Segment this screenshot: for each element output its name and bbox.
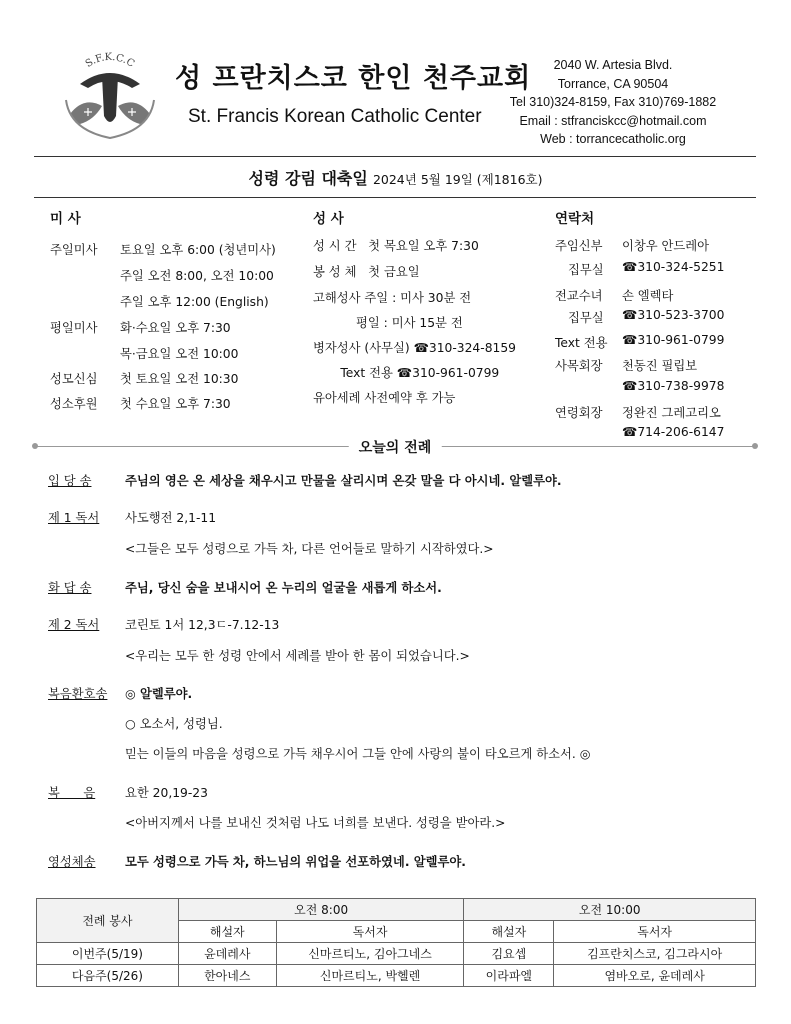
contact-label: 집무실 [568,311,604,325]
communion-antiphon-text: 모두 성령으로 가득 차, 하느님의 위업을 선포하였네. 알렐루야. [125,855,466,869]
gospel-summary: <아버지께서 나를 보내신 것처럼 나도 너희를 보낸다. 성령을 받아라.> [125,816,506,830]
contact-phone[interactable]: ☎310-738-9978 [622,379,725,393]
contact-value: 이창우 안드레아 [622,239,710,253]
sacrament-row: Text 전용 ☎310-961-0799 [313,366,500,380]
lector-header: 독서자 [276,921,464,943]
mass-8am-header: 오전 8:00 [178,899,464,921]
sacrament-row: 고해성사 주일 : 미사 30분 전 [313,291,472,305]
contact-phone[interactable]: ☎310-324-5251 [622,260,725,274]
mass-label: 성소후원 [50,397,98,411]
lector-cell: 염바오로, 윤데레사 [554,965,756,987]
contact-value: 손 엘렉타 [622,289,674,303]
address-phone: Tel 310)324-8159, Fax 310)769-1882 [509,95,717,109]
mass-time: 화·수요일 오후 7:30 [120,321,231,335]
gospel-acclamation-line-2: ○ 오소서, 성령님. [125,717,223,731]
second-reading-label: 제 2 독서 [48,618,100,632]
second-reading-ref: 코린토 1서 12,3ㄷ-7.12-13 [125,618,280,632]
sacraments-heading: 성 사 [313,211,344,227]
week-cell: 이번주(5/19) [37,943,179,965]
entrance-antiphon-label: 입 당 송 [48,474,92,488]
contact-label: 사목회장 [555,359,603,373]
psalm-text: 주님, 당신 숨을 보내시어 온 누리의 얼굴을 새롭게 하소서. [125,581,442,595]
mass-10am-header: 오전 10:00 [464,899,756,921]
contacts-heading: 연락처 [555,211,595,227]
church-title-english: St. Francis Korean Catholic Center [188,106,482,127]
contact-phone[interactable]: ☎310-523-3700 [622,308,725,322]
feast-name: 성령 강림 대축일 [248,169,368,188]
lector-header: 독서자 [554,921,756,943]
address-city: Torrance, CA 90504 [557,76,669,91]
contact-label: 주임신부 [555,239,603,253]
mass-time: 토요일 오후 6:00 (청년미사) [120,243,276,257]
commentator-header: 해설자 [178,921,276,943]
gospel-acclamation-line-3: 믿는 이들의 마음을 성령으로 가득 채우시어 그들 안에 사랑의 불이 타오르게 하소서. ◎ [125,747,591,761]
sacrament-row: 봉 성 체 첫 금요일 [313,265,420,279]
contact-phone[interactable]: ☎310-961-0799 [622,333,725,347]
liturgy-title: 오늘의 전례 [349,437,442,457]
week-cell: 다음주(5/26) [37,965,179,987]
feast-heading [0,166,791,189]
first-reading-summary: <그들은 모두 성령으로 가득 차, 다른 언어들로 말하기 시작하였다.> [125,542,494,556]
commentator-header: 해설자 [464,921,554,943]
divider-dot-left [32,443,38,449]
church-title-korean: 성 프란치스코 한인 천주교회 [175,63,532,94]
liturgy-service-table [36,898,756,987]
commentator-cell: 김요셉 [464,943,554,965]
table-row [37,965,756,987]
lector-cell: 김프란치스코, 김그라시아 [554,943,756,965]
commentator-cell: 한아네스 [178,965,276,987]
mass-heading: 미 사 [50,211,81,227]
sacrament-row: 성 시 간 첫 목요일 오후 7:30 [313,239,479,253]
gospel-label: 복 음 [48,786,96,800]
liturgy-title-bar [34,437,756,457]
mass-time: 첫 수요일 오후 7:30 [120,397,231,411]
table-corner-header: 전례 봉사 [37,899,179,943]
contact-label: 전교수녀 [555,289,603,303]
mass-time: 주일 오전 8:00, 오전 10:00 [120,269,274,283]
gospel-ref: 요한 20,19-23 [125,786,208,800]
sacrament-row: 병자성사 (사무실) ☎310-324-8159 [313,341,516,355]
mass-time: 주일 오후 12:00 (English) [120,295,269,309]
address-web: Web : torrancecatholic.org [540,132,686,146]
contact-value: 천동진 필립보 [622,359,698,373]
address-email: Email : stfranciskcc@hotmail.com [519,113,707,128]
contact-value: 정완진 그레고리오 [622,406,721,420]
mass-label: 평일미사 [50,321,98,335]
divider-top [34,156,756,157]
commentator-cell: 윤데레사 [178,943,276,965]
communion-antiphon-label: 영성체송 [48,855,96,869]
second-reading-summary: <우리는 모두 한 성령 안에서 세례를 받아 한 몸이 되었습니다.> [125,649,470,663]
mass-time: 첫 토요일 오전 10:30 [120,372,239,386]
address-street: 2040 W. Artesia Blvd. [553,58,673,72]
sacrament-row: 평일 : 미사 15분 전 [313,316,463,330]
contact-label: 연령회장 [555,406,603,420]
mass-label: 성모신심 [50,372,98,386]
contact-label: 집무실 [568,263,604,277]
contact-address-block [483,56,743,149]
logo-text: S.F.K.C.C [83,51,137,70]
gospel-acclamation-line-1: ◎ 알렐루야. [125,687,193,701]
contact-phone[interactable]: ☎714-206-6147 [622,425,725,439]
psalm-label: 화 답 송 [48,581,92,595]
mass-time: 목·금요일 오전 10:00 [120,347,239,361]
church-logo [60,44,160,144]
mass-label: 주일미사 [50,243,98,257]
feast-date: 2024년 5월 19일 (제1816호) [372,172,543,187]
commentator-cell: 이라파엘 [464,965,554,987]
gospel-acclamation-label: 복음환호송 [48,687,108,701]
first-reading-ref: 사도행전 2,1-11 [125,511,217,525]
first-reading-label: 제 1 독서 [48,511,100,525]
lector-cell: 신마르티노, 박헬렌 [276,965,464,987]
lector-cell: 신마르티노, 김아그네스 [276,943,464,965]
entrance-antiphon-text: 주님의 영은 온 세상을 채우시고 만물을 살리시며 온갖 말을 다 아시네. 알렐루야. [125,474,562,488]
table-row [37,943,756,965]
sacrament-row: 유아세례 사전예약 후 가능 [313,391,456,405]
divider-dot-right [752,443,758,449]
contact-label: Text 전용 [555,336,608,350]
divider-bottom [34,197,756,198]
